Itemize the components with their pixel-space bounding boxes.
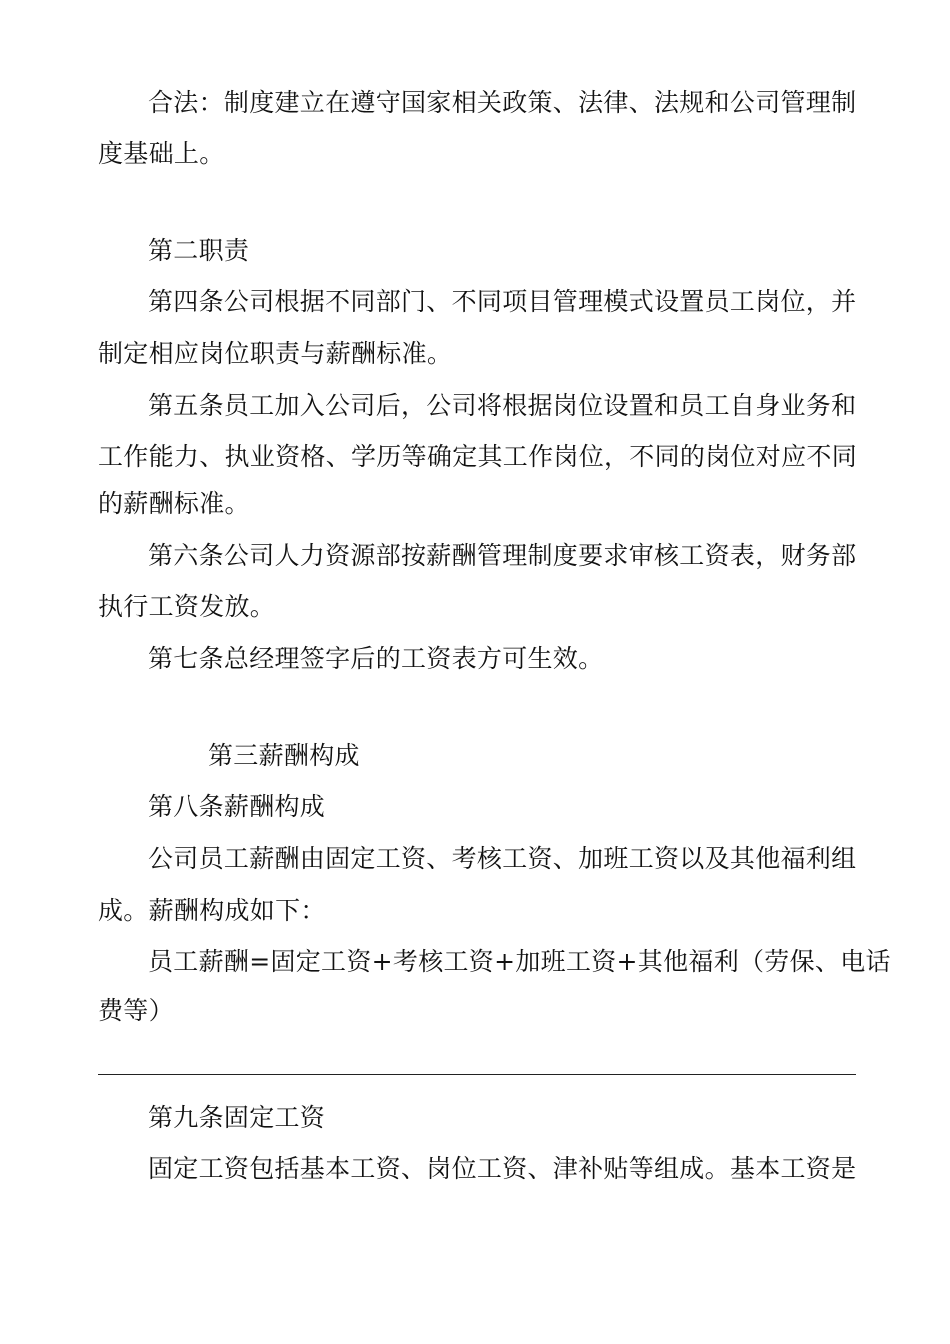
section-title-responsibilities: 第二职责	[148, 236, 250, 265]
article-8-line-1: 公司员工薪酬由固定工资、考核工资、加班工资以及其他福利组	[148, 844, 857, 873]
horizontal-divider	[98, 1074, 856, 1075]
article-4-line-1: 第四条公司根据不同部门、不同项目管理模式设置员工岗位，并	[148, 287, 857, 316]
article-5-line-2: 工作能力、执业资格、学历等确定其工作岗位，不同的岗位对应不同	[98, 442, 858, 471]
article-6-line-1: 第六条公司人力资源部按薪酬管理制度要求审核工资表，财务部	[148, 541, 857, 570]
article-9-title: 第九条固定工资	[148, 1103, 326, 1132]
salary-formula-line-2: 费等）	[98, 996, 174, 1025]
article-8-line-2: 成。薪酬构成如下：	[98, 896, 326, 925]
article-6-line-2: 执行工资发放。	[98, 592, 276, 621]
salary-formula-line-1: 员工薪酬=固定工资+考核工资+加班工资+其他福利（劳保、电话	[148, 947, 891, 976]
article-8-title: 第八条薪酬构成	[148, 792, 326, 821]
paragraph-legal-line-1: 合法：制度建立在遵守国家相关政策、法律、法规和公司管理制	[148, 88, 857, 117]
article-7-line-1: 第七条总经理签字后的工资表方可生效。	[148, 644, 604, 673]
article-5-line-1: 第五条员工加入公司后，公司将根据岗位设置和员工自身业务和	[148, 391, 857, 420]
article-4-line-2: 制定相应岗位职责与薪酬标准。	[98, 339, 453, 368]
section-title-salary-structure: 第三薪酬构成	[208, 741, 360, 770]
paragraph-legal-line-2: 度基础上。	[98, 139, 225, 168]
article-9-line-1: 固定工资包括基本工资、岗位工资、津补贴等组成。基本工资是	[148, 1154, 857, 1183]
article-5-line-3: 的薪酬标准。	[98, 489, 250, 518]
